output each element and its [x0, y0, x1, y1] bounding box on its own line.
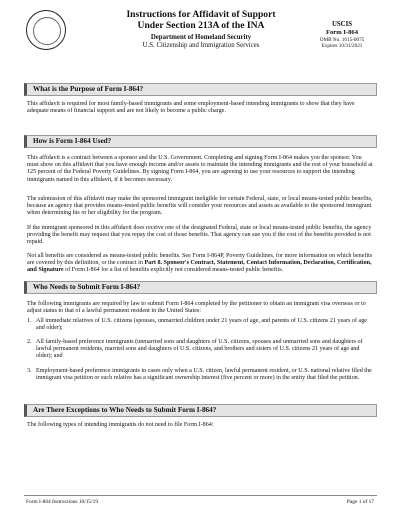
form-number: Form I-864 — [325, 29, 359, 36]
list-item-number: 1. — [27, 318, 32, 324]
title-line-1: Instructions for Affidavit of Support — [126, 9, 276, 20]
paragraph-4-part-8-reference: Part 8. Sponsor's Contract, Statement, Contact Information, Declaration, Certification, and Signature — [27, 260, 372, 274]
list-item: Employment-based preference immigrants in cases only when a U.S. citizen, lawful permanent resident, or U.S. national relative filed the immigrant visa petition or such relative has a significant ownership interest (five percent or more) in the entity that filed the petition. — [36, 368, 372, 382]
dhs-seal-icon — [26, 10, 66, 50]
omb-number: OMB No. 1615-0075 — [319, 37, 365, 43]
section-heading-how-used: How is Form I-864 Used? — [24, 135, 377, 148]
expiration-date: Expires 10/31/2021 — [321, 43, 363, 50]
list-item-number: 2. — [27, 339, 32, 345]
department-name: Department of Homeland Security — [150, 34, 252, 41]
list-item: All family-based preference immigrants (unmarried sons and daughters of U.S. citizens, spouses and unmarried sons and daughters of lawful permanent residents, married sons and daughters of U.S. citizens, and brothers and sisters of U.S. citizens 21 years of age and older); and — [36, 339, 363, 360]
who-needs-intro: The following immigrants are required by law to submit Form I-864 completed by the petitioner to obtain an immigrant visa overseas or to adjust status to that of a lawful permanent resident in the United States: — [27, 301, 366, 315]
document-header — [86, 9, 316, 50]
form-id-block — [312, 21, 372, 50]
exceptions-intro: The following types of intending immigrants do not need to file Form I-864: — [27, 422, 214, 428]
footer-form-version: Form I-864 Instructions 10/15/19 — [26, 499, 99, 505]
how-used-paragraph-4 — [27, 253, 375, 275]
footer-divider — [24, 495, 377, 496]
uscis-label: USCIS — [331, 21, 353, 28]
section-heading-purpose: What is the Purpose of Form I-864? — [24, 83, 377, 96]
how-used-paragraph-1: This affidavit is a contract between a sponsor and the U.S. Government. Completing and signing Form I-864 makes you the sponsor. You must show on this affidavit that you have enough income and/or assets to maintain the intending immigrants and the rest of your household at 125 percent of the Federal Poverty Guidelines. By signing Form I-864, you are agreeing to use your resources to support the intending immigrants named in this affidavit, if it becomes necessary. — [27, 155, 373, 183]
how-used-paragraph-3: If the immigrant sponsored in this affidavit does receive one of the designated Federal, state or local means-tested public benefits, the agency providing the benefit may request that you repay the cost of those benefits. That agency can sue you if the cost of the benefits provided is not repaid. — [27, 225, 372, 246]
agency-name: U.S. Citizenship and Immigration Services — [142, 42, 260, 49]
list-item: All immediate relatives of U.S. citizens (spouses, unmarried children under 21 years of age, and parents of U.S. citizens 21 years of age and older); — [36, 318, 367, 332]
title-line-2: Under Section 213A of the INA — [137, 20, 265, 31]
purpose-paragraph: This affidavit is required for most family-based immigrants and some employment-based intending immigrants to show that they have adequate means of financial support and are not likely to become a public charge. — [27, 101, 355, 115]
section-heading-who-needs: Who Needs to Submit Form I-864? — [24, 281, 377, 294]
paragraph-4-text-c: of Form I-864 for a list of benefits explicitly not considered means-tested public benefits. — [63, 267, 284, 274]
paragraph-4-text-a: Not all benefits are considered as means-tested public benefits. See Form I-864P, Poverty Guidelines, for more information on which benefits are covered by this definition, or the contract in — [27, 253, 373, 267]
footer-page-number: Page 1 of 17 — [346, 499, 374, 505]
how-used-paragraph-2: The submission of this affidavit may make the sponsored immigrant ineligible for certain Federal, state, or local means-tested public benefits, because an agency that provides means-tested public benefits will consider your resources and assets as available to the sponsored immigrant when determining his or her eligibility for the program. — [27, 196, 373, 217]
section-heading-exceptions: Are There Exceptions to Who Needs to Submit Form I-864? — [24, 404, 377, 417]
list-item-number: 3. — [27, 368, 32, 374]
